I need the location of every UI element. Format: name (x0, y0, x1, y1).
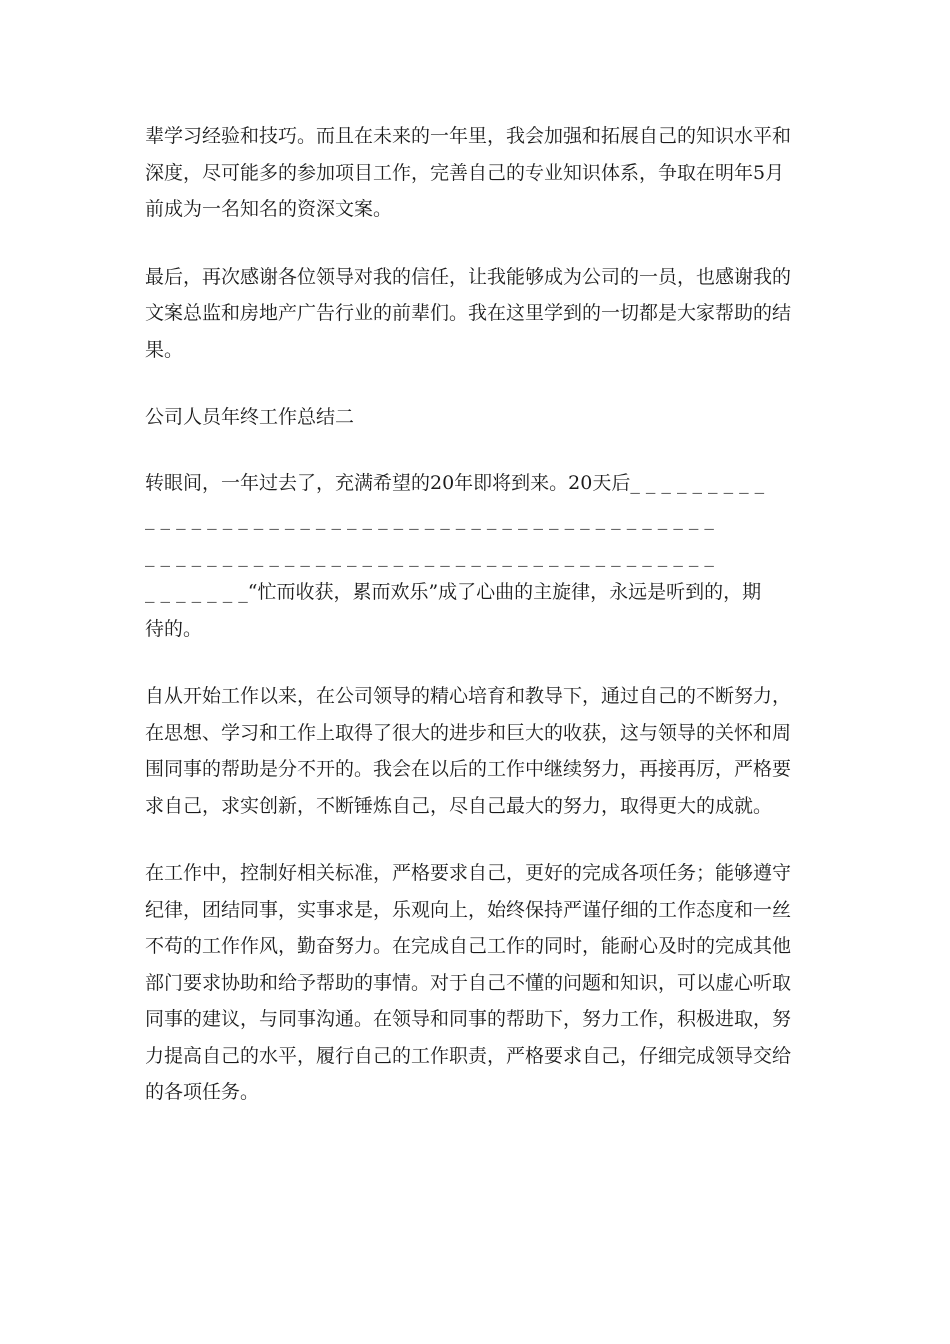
text-line: _ _ _ _ _ _ _ _ _ _ _ _ _ _ _ _ _ _ _ _ _ _ _ _ _ _ _ _ _ _ _ _ _ _ _ _ _ (145, 508, 714, 530)
text-line: 纪律，团结同事，实事求是，乐观向上，始终保持严谨仔细的工作态度和一丝 (145, 898, 792, 921)
paragraph-self-improvement (145, 118, 810, 228)
document-body (145, 118, 810, 1142)
paragraph-since-starting (145, 678, 810, 824)
text-line: 辈学习经验和技巧。而且在未来的一年里，我会加强和拓展自己的知识水平和 (145, 125, 792, 147)
text-line: 深度，尽可能多的参加项目工作，完善自己的专业知识体系，争取在明年5月 (145, 161, 785, 184)
text-line: 求自己，求实创新，不断锤炼自己，尽自己最大的努力，取得更大的成就。 (145, 794, 773, 817)
text-line: 力提高自己的水平，履行自己的工作职责，严格要求自己，仔细完成领导交给 (145, 1044, 792, 1067)
text-line: 文案总监和房地产广告行业的前辈们。我在这里学到的一切都是大家帮助的结 (145, 302, 792, 324)
text-line: 不苟的工作作风，勤奋努力。在完成自己工作的同时，能耐心及时的完成其他 (145, 935, 792, 957)
text-line: 最后，再次感谢各位领导对我的信任，让我能够成为公司的一员，也感谢我的 (145, 265, 792, 288)
text-line: _ _ _ _ _ _ _“忙而收获，累而欢乐”成了心曲的主旋律，永远是听到的，期 (145, 581, 762, 603)
text-line: 同事的建议，与同事沟通。在领导和同事的帮助下，努力工作，积极进取，努 (145, 1008, 792, 1030)
text-line: 在工作中，控制好相关标准，严格要求自己，更好的完成各项任务；能够遵守 (145, 862, 792, 884)
text-line: 转眼间，一年过去了，充满希望的20年即将到来。20天后_ _ _ _ _ _ _ _ _ (145, 471, 765, 494)
paragraph-at-work (145, 855, 810, 1111)
text-line: 果。 (145, 338, 184, 361)
text-line: 前成为一名知名的资深文案。 (145, 198, 393, 220)
paragraph-thanks (145, 259, 810, 369)
heading-text: 公司人员年终工作总结二 (145, 406, 355, 428)
section-heading (145, 399, 810, 436)
text-line: 围同事的帮助是分不开的。我会在以后的工作中继续努力，再接再厉，严格要 (145, 758, 792, 780)
text-line: _ _ _ _ _ _ _ _ _ _ _ _ _ _ _ _ _ _ _ _ _ _ _ _ _ _ _ _ _ _ _ _ _ _ _ _ _ (145, 544, 714, 567)
text-line: 自从开始工作以来，在公司领导的精心培育和教导下，通过自己的不断努力， (145, 685, 792, 707)
text-line: 待的。 (145, 617, 203, 640)
text-line: 的各项任务。 (145, 1081, 260, 1103)
text-line: 部门要求协助和给予帮助的事情。对于自己不懂的问题和知识，可以虚心听取 (145, 971, 792, 994)
text-line: 在思想、学习和工作上取得了很大的进步和巨大的收获，这与领导的关怀和周 (145, 721, 792, 744)
paragraph-year-passed (145, 465, 810, 648)
